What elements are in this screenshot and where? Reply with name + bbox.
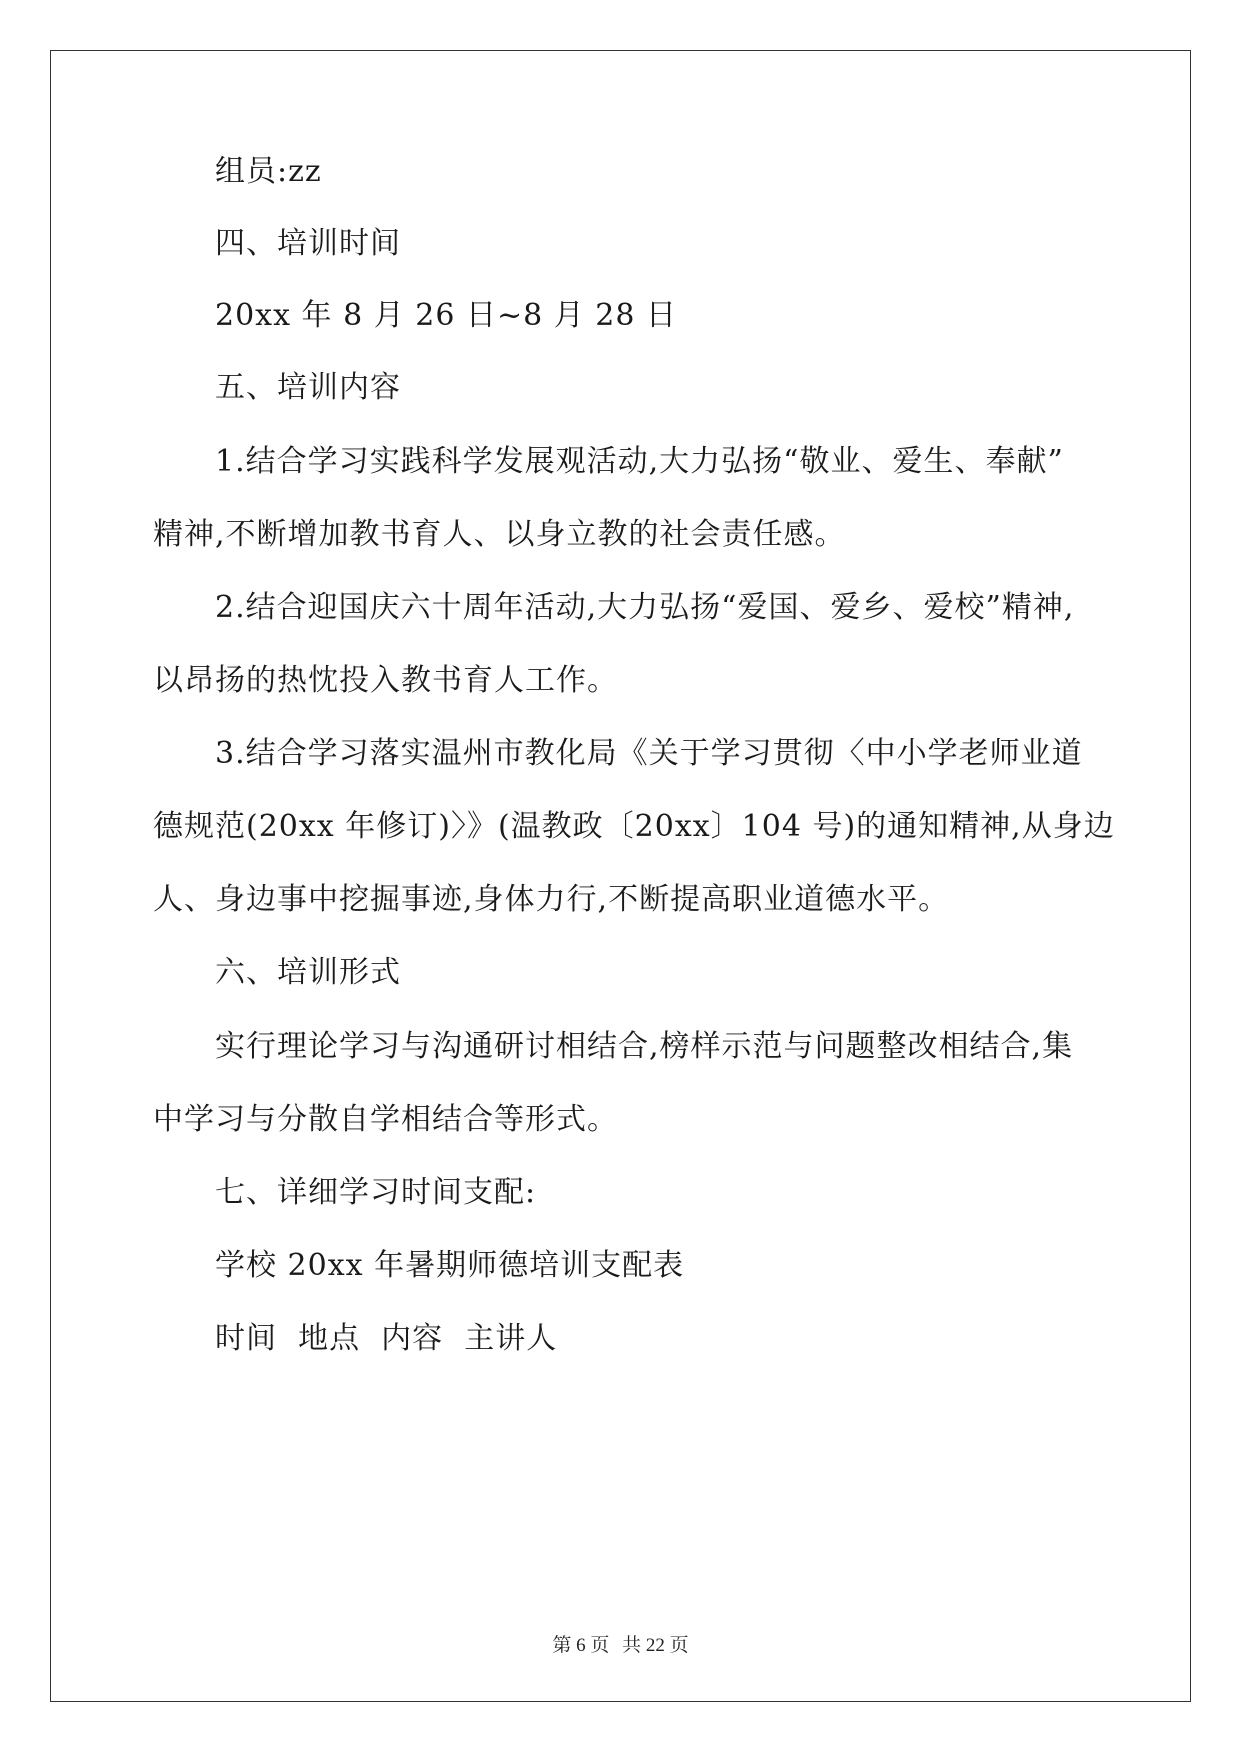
section-heading-schedule: 七、详细学习时间支配: [215,1175,537,1210]
schedule-table-title: 学校 20xx 年暑期师德培训支配表 [215,1248,685,1283]
training-dates: 20xx 年 8 月 26 日~8 月 28 日 [215,298,677,333]
schedule-table-header: 时间 地点 内容 主讲人 [215,1321,558,1356]
content-item-3-line-1: 3.结合学习落实温州市教化局《关于学习贯彻〈中小学老师业道 [215,736,1083,771]
page-footer [0,1630,1241,1657]
section-heading-training-format: 六、培训形式 [215,955,401,990]
training-format-line-2: 中学习与分散自学相结合等形式。 [153,1102,618,1137]
content-item-2-line-1: 2.结合迎国庆六十周年活动,大力弘扬“爱国、爱乡、爱校”精神, [215,590,1075,625]
content-item-1-line-1: 1.结合学习实践科学发展观活动,大力弘扬“敬业、爱生、奉献” [215,444,1064,479]
page-number: 第 6 页 [552,1635,610,1656]
content-item-3-line-3: 人、身边事中挖掘事迹,身体力行,不断提高职业道德水平。 [153,882,950,917]
training-format-line-1: 实行理论学习与沟通研讨相结合,榜样示范与问题整改相结合,集 [215,1029,1074,1064]
section-heading-training-content: 五、培训内容 [215,370,401,405]
content-item-2-line-2: 以昂扬的热忱投入教书育人工作。 [153,663,618,698]
section-heading-training-time: 四、培训时间 [215,226,401,261]
total-pages: 共 22 页 [622,1635,689,1656]
content-item-3-line-2: 德规范(20xx 年修订)〉》(温教政〔20xx〕104 号)的通知精神,从身边 [153,809,1115,844]
members-line: 组员:zz [215,154,322,189]
content-item-1-line-2: 精神,不断增加教书育人、以身立教的社会责任感。 [153,517,846,552]
